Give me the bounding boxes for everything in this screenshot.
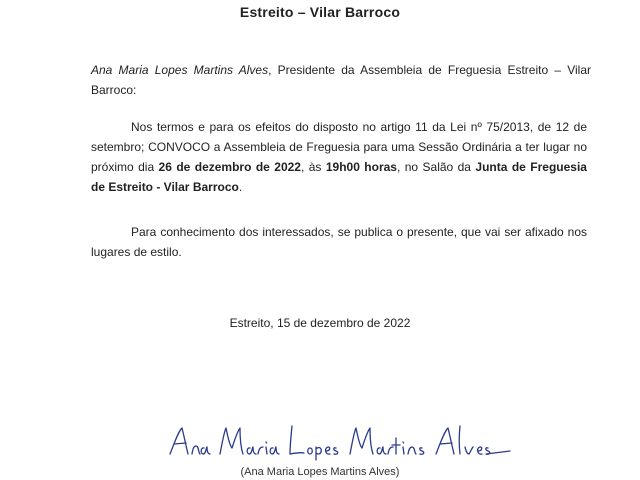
convocation-text-3: , no Salão da	[396, 160, 476, 174]
place-date-line: Estreito, 15 de dezembro de 2022	[229, 316, 411, 330]
convocation-text-1: Nos termos e para os efeitos do disposto no artigo 11 da Lei nº 75/2013, de 12 de setembro; CONVOCO a Assembleia de Freguesia para uma Sessão Ordinária a ter lugar no próximo dia	[91, 120, 587, 174]
session-date: 26 de dezembro de 2022	[158, 160, 301, 174]
publication-paragraph	[91, 222, 587, 262]
intro-paragraph	[91, 60, 591, 100]
intro-text: , Presidente da Assembleia de Freguesia Estreito – Vilar Barroco:	[91, 63, 591, 97]
publication-text: Para conhecimento dos interessados, se publica o presente, que vai ser afixado nos lugares de estilo.	[91, 225, 587, 259]
handwritten-signature	[160, 418, 520, 462]
session-place: Junta de Freguesia de Estreito - Vilar Barroco	[91, 160, 587, 194]
signatory-name: (Ana Maria Lopes Martins Alves)	[240, 466, 400, 478]
convocation-text-2: , às	[300, 160, 326, 174]
convocation-paragraph	[91, 117, 587, 197]
session-time: 19h00 horas	[325, 160, 397, 174]
convocation-text-4: .	[238, 180, 243, 194]
president-name: Ana Maria Lopes Martins Alves	[91, 63, 269, 77]
document-title: Estreito – Vilar Barroco	[239, 4, 401, 20]
